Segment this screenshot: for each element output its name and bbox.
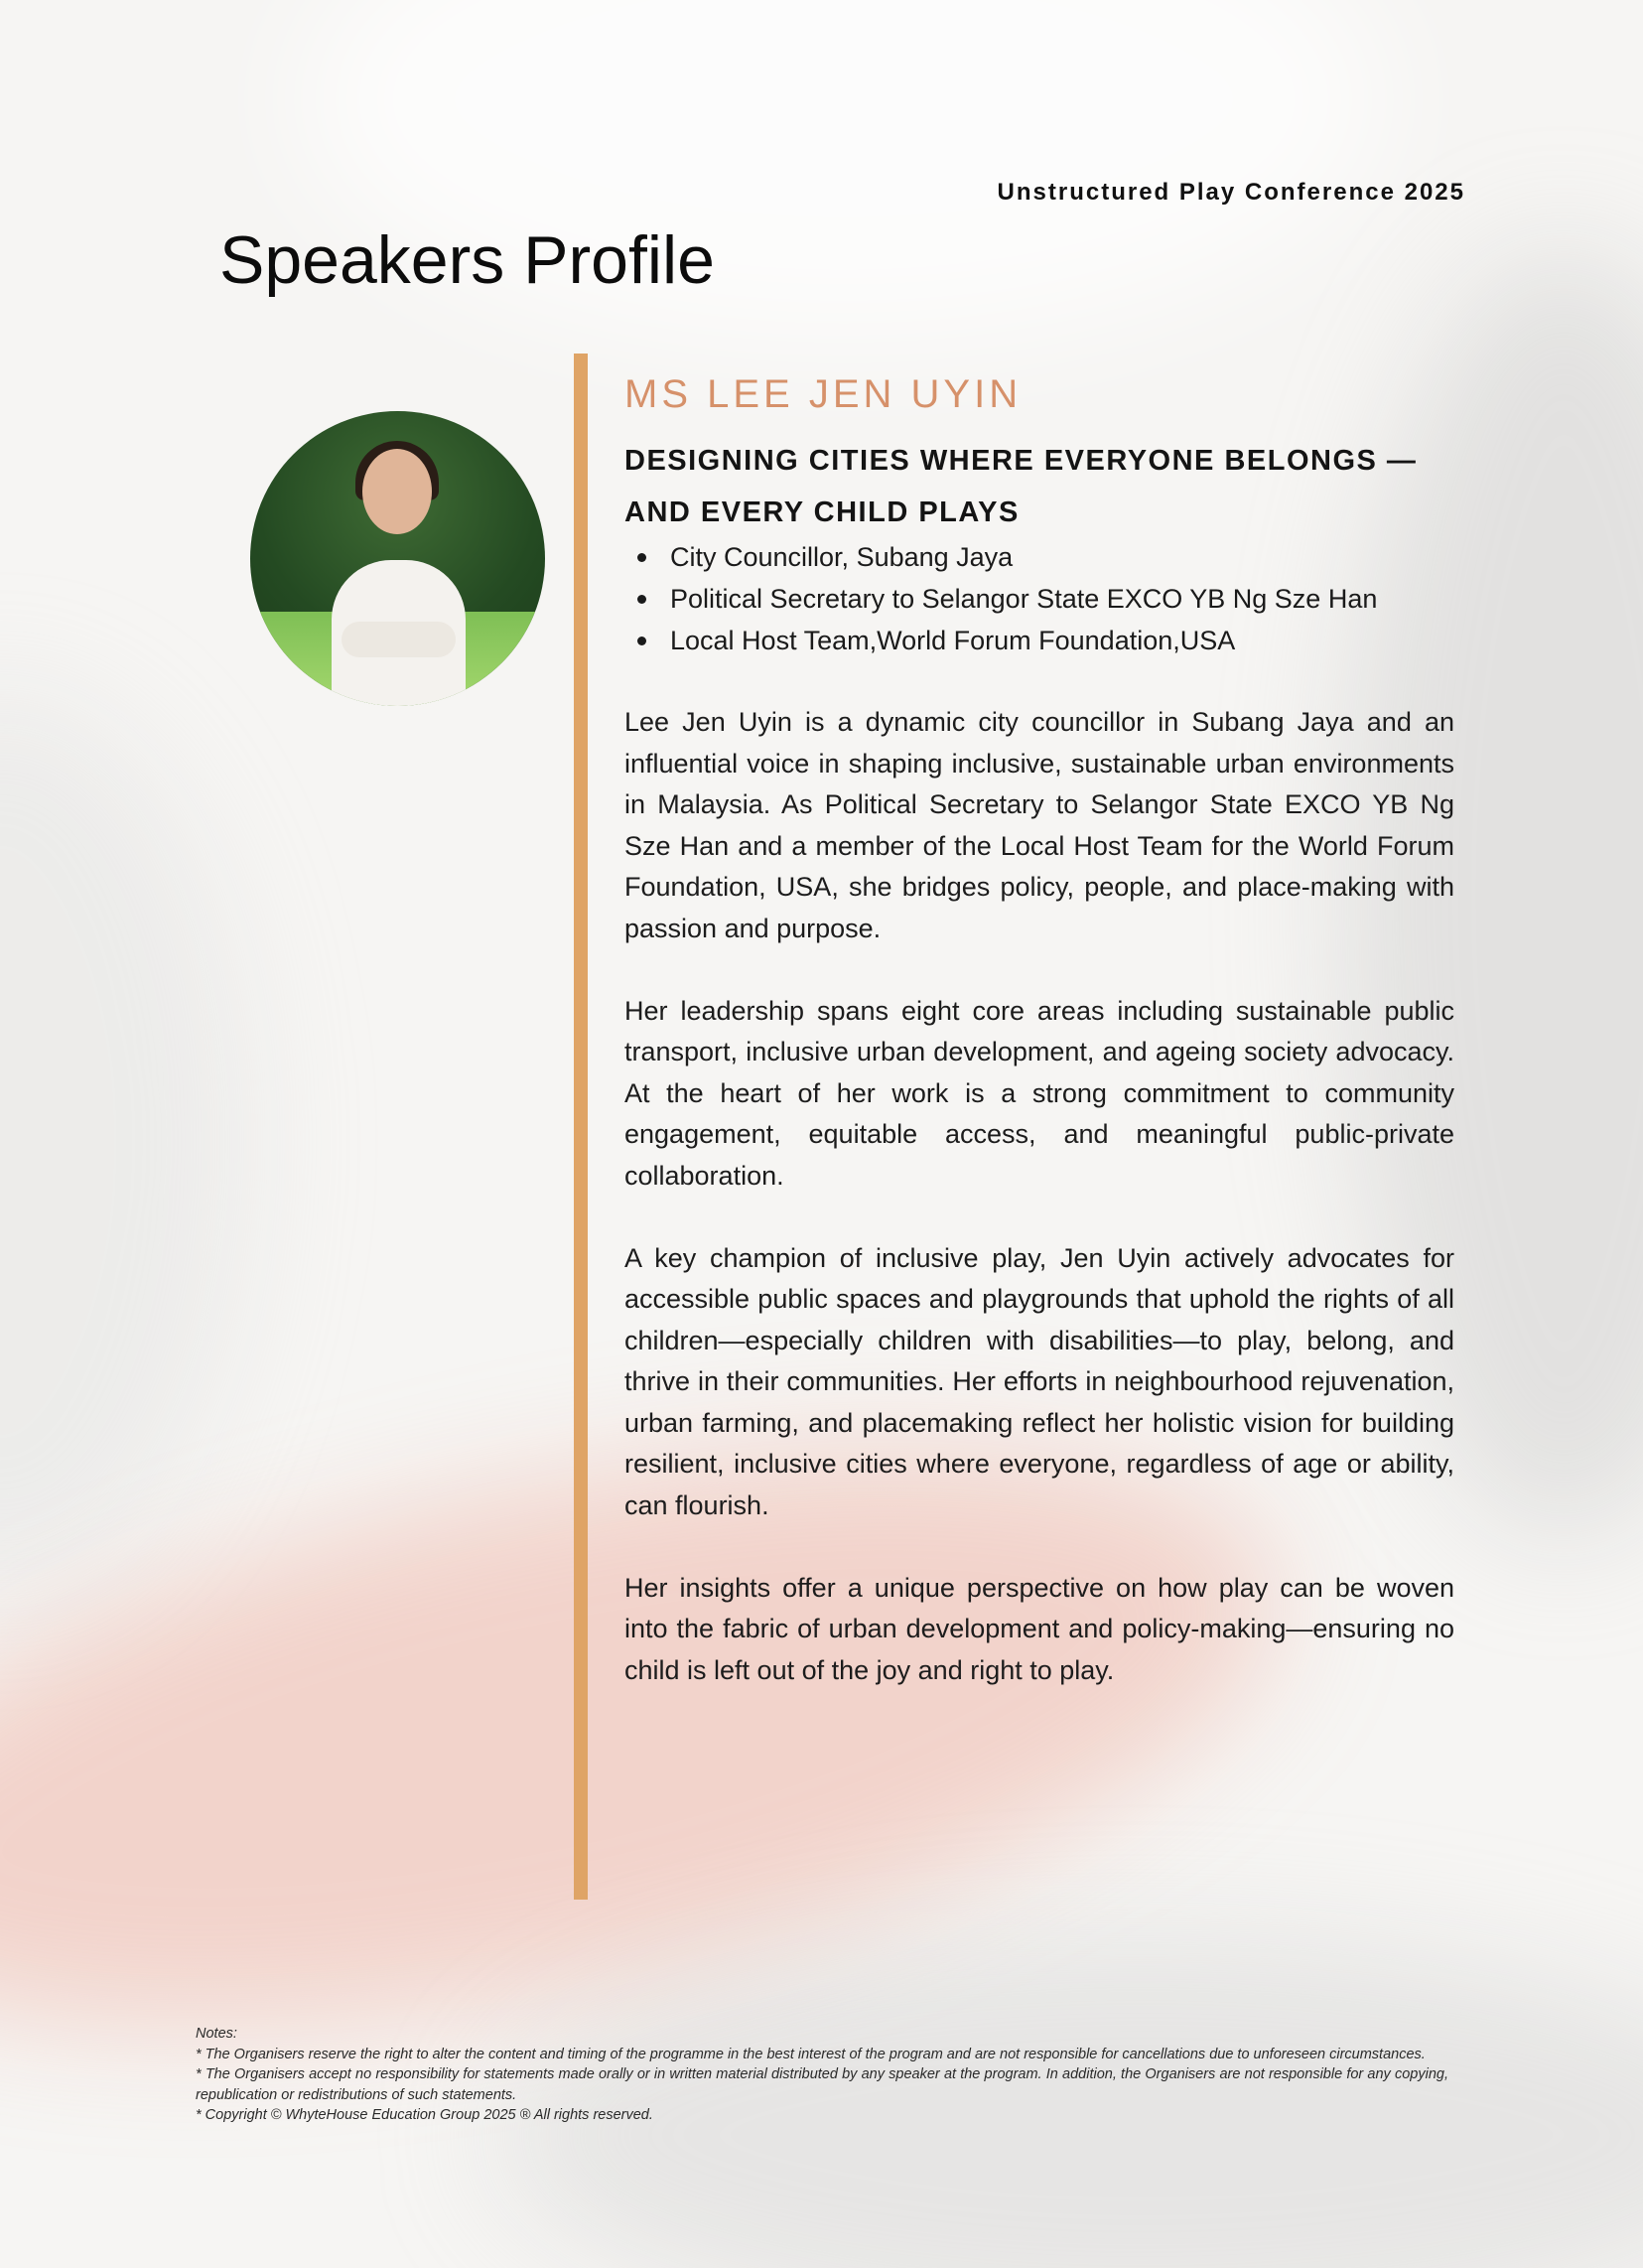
role-text: Political Secretary to Selangor State EXCO YB Ng Sze Han: [670, 584, 1378, 614]
photo-person-arms: [342, 622, 456, 657]
role-item: [624, 578, 1458, 620]
bio-paragraph: Her insights offer a unique perspective on how play can be woven into the fabric of urban development and policy-making—ensuring no child is left out of the joy and right to play.: [624, 1572, 1454, 1685]
note-item: * The Organisers accept no responsibility for statements made orally or in written material distributed by any speaker at the program. In addition, the Organisers are not responsible for any copying, republication or redistributions of such statements.: [196, 2066, 1448, 2103]
copyright-note: * Copyright © WhyteHouse Education Group 2025 ® All rights reserved.: [196, 2107, 653, 2123]
accent-divider-bar: [574, 354, 588, 1900]
talk-title: DESIGNING CITIES WHERE EVERYONE BELONGS — AND EVERY CHILD PLAYS: [624, 445, 1418, 528]
role-item: [624, 620, 1458, 661]
bullet-icon: [637, 553, 646, 562]
role-item: [624, 536, 1458, 578]
conference-title: Unstructured Play Conference 2025: [997, 179, 1465, 206]
bio-paragraph: Lee Jen Uyin is a dynamic city councillor in Subang Jaya and an influential voice in shaping inclusive, sustainable urban environments in Malaysia. As Political Secretary to Selangor State EXCO YB Ng Sze Han and a member of the Local Host Team for the World Forum Foundation, USA, she bridges policy, people, and place-making with passion and purpose.: [624, 707, 1454, 943]
bullet-icon: [637, 637, 646, 645]
speaker-bio: [624, 702, 1454, 1733]
role-text: Local Host Team,World Forum Foundation,USA: [670, 626, 1236, 655]
bio-paragraph: A key champion of inclusive play, Jen Uyin actively advocates for accessible public spaces and playgrounds that uphold the rights of all children—especially children with disabilities—to play, belong, and thrive in their communities. Her efforts in neighbourhood rejuvenation, urban farming, and placemaking reflect her holistic vision for building resilient, inclusive cities where everyone, regardless of age or ability, can flourish.: [624, 1242, 1454, 1520]
speaker-photo: [250, 411, 545, 706]
page-title: Speakers Profile: [219, 222, 715, 298]
speaker-name: MS LEE JEN UYIN: [624, 372, 1023, 416]
photo-person-face: [362, 449, 432, 534]
note-item: * The Organisers reserve the right to alter the content and timing of the programme in the best interest of the program and are not responsible for cancellations due to unforeseen circumstances.: [196, 2046, 1426, 2062]
notes-heading: Notes:: [196, 2026, 237, 2042]
footer-notes: [196, 2024, 1448, 2126]
role-text: City Councillor, Subang Jaya: [670, 542, 1014, 572]
bullet-icon: [637, 595, 646, 604]
speaker-roles-list: [624, 536, 1458, 661]
bio-paragraph: Her leadership spans eight core areas including sustainable public transport, inclusive urban development, and ageing society advocacy. At the heart of her work is a strong commitment to community engagement, equitable access, and meaningful public-private collaboration.: [624, 995, 1454, 1191]
